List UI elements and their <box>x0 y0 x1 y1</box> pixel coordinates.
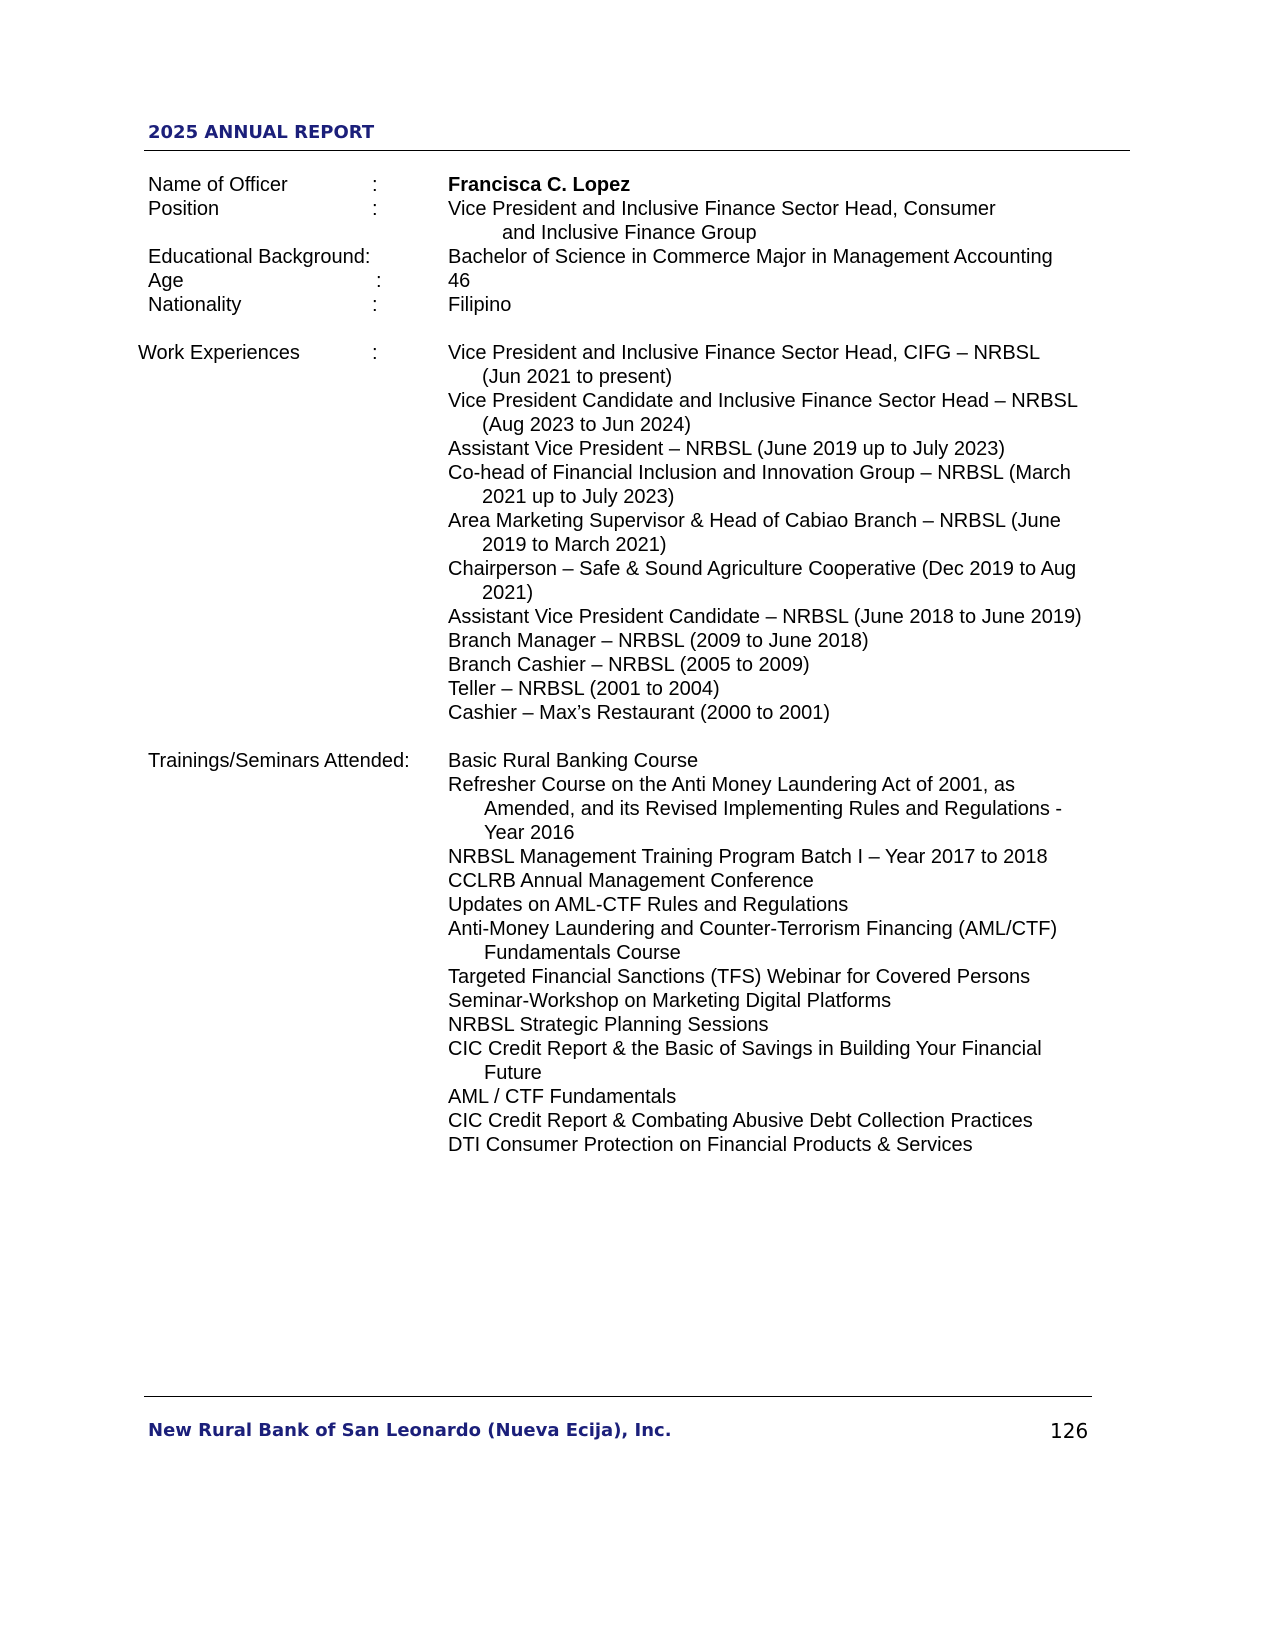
age-colon: : <box>376 270 382 292</box>
work-experience-item <box>448 341 1128 389</box>
work-experience-item-continuation: 2019 to March 2021) <box>482 534 667 556</box>
name-colon: : <box>372 174 378 196</box>
work-experience-item-text: Vice President and Inclusive Finance Sector Head, CIFG – NRBSL <box>448 342 1041 364</box>
training-item <box>448 965 1128 989</box>
work-experience-item-continuation: (Aug 2023 to Jun 2024) <box>482 414 692 436</box>
name-label: Name of Officer <box>148 174 288 196</box>
training-item <box>448 869 1128 893</box>
training-item-continuation: Future <box>484 1062 542 1084</box>
education-label: Educational Background: <box>148 246 371 268</box>
work-experience-item-text: Vice President Candidate and Inclusive Finance Sector Head – NRBSL <box>448 390 1078 412</box>
work-experience-item <box>448 677 1128 701</box>
work-experience-item-continuation: 2021 up to July 2023) <box>482 486 675 508</box>
header-divider <box>144 150 1130 151</box>
officer-name: Francisca C. Lopez <box>448 174 631 196</box>
footer-bank-name: New Rural Bank of San Leonardo (Nueva Ecija), Inc. <box>148 1420 672 1441</box>
work-experience-item-text: Assistant Vice President Candidate – NRBSL (June 2018 to June 2019) <box>448 606 1082 628</box>
work-experience-item-text: Branch Manager – NRBSL (2009 to June 2018) <box>448 630 869 652</box>
training-item-text: NRBSL Strategic Planning Sessions <box>448 1014 769 1036</box>
position-colon: : <box>372 198 378 220</box>
work-experience-item <box>448 389 1128 437</box>
position-value-line1: Vice President and Inclusive Finance Sector Head, Consumer <box>448 198 996 220</box>
work-experience-item-text: Chairperson – Safe & Sound Agriculture Cooperative (Dec 2019 to Aug <box>448 558 1077 580</box>
work-experience-item-text: Teller – NRBSL (2001 to 2004) <box>448 678 720 700</box>
training-item <box>448 989 1128 1013</box>
report-title: 2025 ANNUAL REPORT <box>148 122 375 143</box>
trainings-list <box>448 749 1128 1157</box>
work-experiences-list <box>448 341 1128 725</box>
training-item <box>448 749 1128 773</box>
page-number: 126 <box>1050 1419 1089 1443</box>
work-experience-item <box>448 461 1128 509</box>
training-item <box>448 1085 1128 1109</box>
training-item-text: Targeted Financial Sanctions (TFS) Webinar for Covered Persons <box>448 966 1031 988</box>
work-experience-item-text: Branch Cashier – NRBSL (2005 to 2009) <box>448 654 810 676</box>
work-experience-item <box>448 701 1128 725</box>
nationality-colon: : <box>372 294 378 316</box>
work-experience-item-text: Assistant Vice President – NRBSL (June 2019 up to July 2023) <box>448 438 1005 460</box>
training-item-text: DTI Consumer Protection on Financial Products & Services <box>448 1134 973 1156</box>
work-experience-item <box>448 629 1128 653</box>
work-experience-item-text: Area Marketing Supervisor & Head of Cabiao Branch – NRBSL (June <box>448 510 1061 532</box>
training-item-text: CIC Credit Report & Combating Abusive Debt Collection Practices <box>448 1110 1033 1132</box>
work-experience-item <box>448 605 1128 629</box>
training-item <box>448 773 1128 845</box>
training-item <box>448 1013 1128 1037</box>
work-experience-item-text: Cashier – Max’s Restaurant (2000 to 2001) <box>448 702 831 724</box>
work-experience-item-continuation: 2021) <box>482 582 534 604</box>
training-item-text: Refresher Course on the Anti Money Laundering Act of 2001, as <box>448 774 1016 796</box>
trainings-label: Trainings/Seminars Attended: <box>148 750 410 772</box>
position-label: Position <box>148 198 220 220</box>
age-value: 46 <box>448 270 471 292</box>
training-item-text: Anti-Money Laundering and Counter-Terrorism Financing (AML/CTF) <box>448 918 1058 940</box>
position-value-line2: and Inclusive Finance Group <box>502 222 757 244</box>
training-item-text: CCLRB Annual Management Conference <box>448 870 814 892</box>
training-item-text: Seminar-Workshop on Marketing Digital Platforms <box>448 990 892 1012</box>
training-item <box>448 1133 1128 1157</box>
training-item <box>448 917 1128 965</box>
work-experiences-label: Work Experiences <box>138 342 300 364</box>
training-item <box>448 845 1128 869</box>
footer-divider <box>144 1396 1092 1397</box>
work-experience-item-text: Co-head of Financial Inclusion and Innovation Group – NRBSL (March <box>448 462 1071 484</box>
work-experience-item-continuation: (Jun 2021 to present) <box>482 366 673 388</box>
training-item <box>448 893 1128 917</box>
education-value: Bachelor of Science in Commerce Major in Management Accounting <box>448 246 1053 268</box>
age-label: Age <box>148 270 184 292</box>
training-item <box>448 1109 1128 1133</box>
work-experience-item <box>448 437 1128 461</box>
work-experience-item <box>448 557 1128 605</box>
training-item <box>448 1037 1128 1085</box>
training-item-continuation: Year 2016 <box>484 822 575 844</box>
nationality-value: Filipino <box>448 294 512 316</box>
training-item-continuation: Fundamentals Course <box>484 942 681 964</box>
training-item-continuation: Amended, and its Revised Implementing Rules and Regulations - <box>484 798 1063 820</box>
training-item-text: NRBSL Management Training Program Batch I – Year 2017 to 2018 <box>448 846 1048 868</box>
training-item-text: Updates on AML-CTF Rules and Regulations <box>448 894 849 916</box>
work-experience-item <box>448 653 1128 677</box>
nationality-label: Nationality <box>148 294 242 316</box>
work-experience-item <box>448 509 1128 557</box>
work-experiences-colon: : <box>372 342 378 364</box>
training-item-text: AML / CTF Fundamentals <box>448 1086 677 1108</box>
training-item-text: CIC Credit Report & the Basic of Savings in Building Your Financial <box>448 1038 1042 1060</box>
training-item-text: Basic Rural Banking Course <box>448 750 699 772</box>
